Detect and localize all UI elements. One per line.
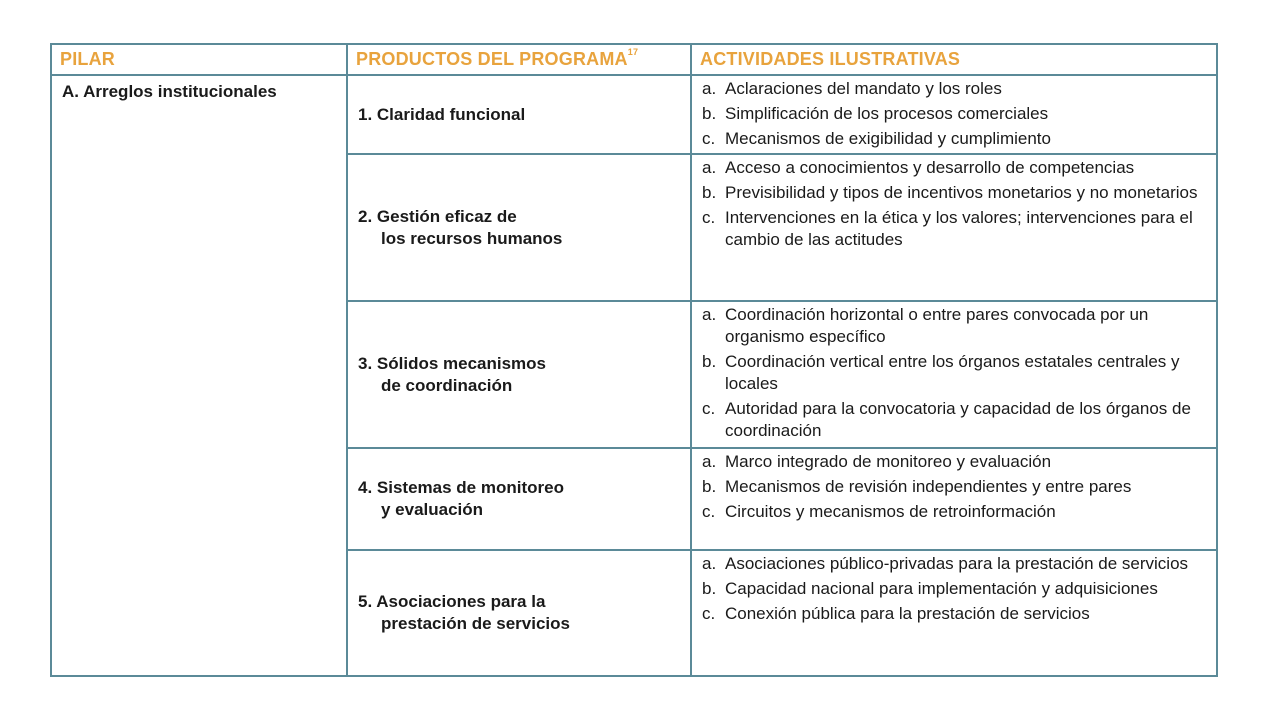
activity-item bbox=[702, 78, 1210, 100]
activity-text: Simplificación de los procesos comerciales bbox=[725, 104, 1049, 123]
activity-letter: b. bbox=[702, 477, 717, 496]
header-row bbox=[51, 44, 1217, 75]
product-cell bbox=[347, 550, 691, 676]
header-pilar-label: PILAR bbox=[60, 49, 115, 69]
activity-letter: b. bbox=[702, 352, 717, 371]
header-actividades bbox=[691, 44, 1217, 75]
activity-item bbox=[702, 103, 1210, 125]
activity-text: Mecanismos de revisión independientes y entre pares bbox=[725, 477, 1132, 496]
activity-text: Circuitos y mecanismos de retroinformación bbox=[725, 502, 1056, 521]
activity-item bbox=[702, 553, 1210, 575]
activity-text: Acceso a conocimientos y desarrollo de competencias bbox=[725, 158, 1135, 177]
activity-item bbox=[702, 157, 1210, 179]
activity-letter: a. bbox=[702, 79, 717, 98]
table-container bbox=[50, 43, 1216, 677]
product-cell bbox=[347, 448, 691, 550]
activity-item bbox=[702, 398, 1210, 442]
product-line-2: los recursos humanos bbox=[381, 228, 563, 248]
activities-cell bbox=[691, 550, 1217, 676]
activities-cell bbox=[691, 154, 1217, 301]
activity-item bbox=[702, 128, 1210, 150]
activity-text: Marco integrado de monitoreo y evaluación bbox=[725, 452, 1052, 471]
activity-item bbox=[702, 182, 1210, 204]
product-line-2: de coordinación bbox=[381, 375, 513, 395]
activity-letter: c. bbox=[702, 129, 716, 148]
footnote-marker: 17 bbox=[627, 47, 639, 57]
activity-letter: c. bbox=[702, 399, 716, 418]
product-line-2: prestación de servicios bbox=[381, 614, 570, 633]
activity-text: Mecanismos de exigibilidad y cumplimiento bbox=[725, 129, 1051, 148]
activity-text: Autoridad para la convocatoria y capacidad de los órganos de coordinación bbox=[725, 399, 1191, 440]
activity-letter: a. bbox=[702, 452, 717, 471]
activity-text: Intervenciones en la ética y los valores; intervenciones para el cambio de las actitudes bbox=[725, 208, 1193, 249]
product-label bbox=[358, 104, 690, 126]
header-productos-label: PRODUCTOS DEL PROGRAMA bbox=[356, 49, 628, 69]
activity-item bbox=[702, 603, 1210, 625]
pilar-label: A. Arreglos institucionales bbox=[62, 82, 277, 101]
programs-table bbox=[50, 43, 1218, 677]
product-cell bbox=[347, 301, 691, 448]
product-label bbox=[358, 591, 690, 635]
activity-letter: a. bbox=[702, 158, 717, 177]
activity-letter: b. bbox=[702, 183, 717, 202]
table-row bbox=[51, 75, 1217, 154]
header-actividades-label: ACTIVIDADES ILUSTRATIVAS bbox=[700, 49, 961, 69]
product-cell bbox=[347, 154, 691, 301]
activity-item bbox=[702, 476, 1210, 498]
activity-text: Asociaciones público-privadas para la prestación de servicios bbox=[725, 554, 1189, 573]
activities-cell bbox=[691, 301, 1217, 448]
activity-item bbox=[702, 207, 1210, 251]
product-line-1: 3. Sólidos mecanismos bbox=[358, 353, 547, 373]
activity-text: Aclaraciones del mandato y los roles bbox=[725, 79, 1002, 98]
product-line-2: y evaluación bbox=[381, 500, 484, 519]
activity-letter: b. bbox=[702, 104, 717, 123]
activity-item bbox=[702, 451, 1210, 473]
activity-text: Coordinación horizontal o entre pares convocada por un organismo específico bbox=[725, 305, 1149, 346]
activity-item bbox=[702, 578, 1210, 600]
activity-item bbox=[702, 304, 1210, 348]
activity-text: Capacidad nacional para implementación y adquisiciones bbox=[725, 579, 1158, 598]
product-label bbox=[358, 477, 690, 521]
header-productos bbox=[347, 44, 691, 75]
product-line-1: 4. Sistemas de monitoreo bbox=[358, 478, 564, 497]
activities-cell bbox=[691, 75, 1217, 154]
product-line-1: 5. Asociaciones para la bbox=[358, 592, 546, 611]
activity-text: Previsibilidad y tipos de incentivos monetarios y no monetarios bbox=[725, 183, 1198, 202]
activity-letter: a. bbox=[702, 305, 717, 324]
activity-letter: c. bbox=[702, 502, 716, 521]
activity-item bbox=[702, 351, 1210, 395]
activity-text: Coordinación vertical entre los órganos estatales centrales y locales bbox=[725, 352, 1180, 393]
product-label bbox=[358, 353, 690, 397]
product-line-1: 2. Gestión eficaz de bbox=[358, 206, 517, 226]
product-cell bbox=[347, 75, 691, 154]
header-pilar bbox=[51, 44, 347, 75]
product-label bbox=[358, 206, 690, 250]
product-line-1: 1. Claridad funcional bbox=[358, 104, 526, 124]
activities-cell bbox=[691, 448, 1217, 550]
activity-letter: c. bbox=[702, 604, 716, 623]
activity-letter: b. bbox=[702, 579, 717, 598]
activity-letter: c. bbox=[702, 208, 716, 227]
activity-item bbox=[702, 501, 1210, 523]
pilar-cell bbox=[51, 75, 347, 676]
activity-text: Conexión pública para la prestación de servicios bbox=[725, 604, 1090, 623]
activity-letter: a. bbox=[702, 554, 717, 573]
